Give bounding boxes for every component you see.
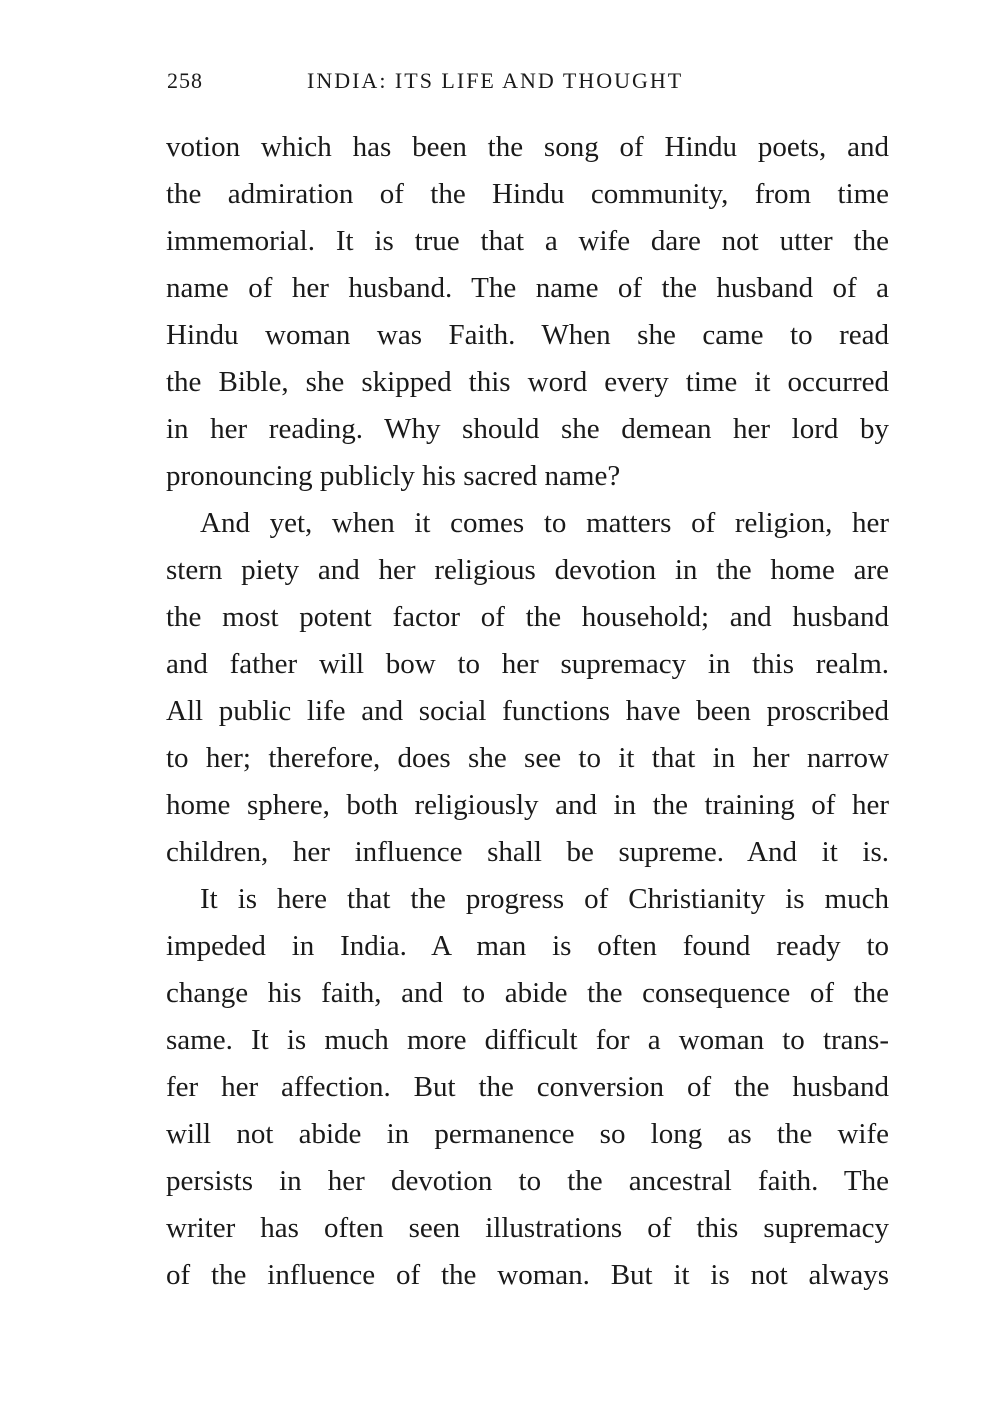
- running-head: [167, 68, 889, 102]
- text-line: persists in her devotion to the ancestral faith. The: [166, 1165, 889, 1197]
- text-line: Hindu woman was Faith. When she came to read: [166, 319, 889, 351]
- text-line: the admiration of the Hindu community, from time: [166, 178, 889, 210]
- text-line: fer her affection. But the conversion of the husband: [166, 1071, 889, 1103]
- text-line: impeded in India. A man is often found ready to: [166, 930, 889, 962]
- text-line: And yet, when it comes to matters of religion, her: [200, 507, 889, 539]
- text-line: pronouncing publicly his sacred name?: [166, 460, 621, 492]
- text-line: writer has often seen illustrations of this supremacy: [166, 1212, 889, 1244]
- paragraph-1: [166, 124, 889, 500]
- text-line: home sphere, both religiously and in the training of her: [166, 789, 889, 821]
- text-line: votion which has been the song of Hindu poets, and: [166, 131, 889, 163]
- text-line: of the influence of the woman. But it is not always: [166, 1259, 889, 1291]
- text-line: stern piety and her religious devotion in the home are: [166, 554, 889, 586]
- text-line: change his faith, and to abide the consequence of the: [166, 977, 889, 1009]
- paragraph-3: [166, 876, 889, 1299]
- text-line: immemorial. It is true that a wife dare not utter the: [166, 225, 889, 257]
- text-line: will not abide in permanence so long as the wife: [166, 1118, 889, 1150]
- text-line: the Bible, she skipped this word every time it occurred: [166, 366, 889, 398]
- running-title: INDIA: ITS LIFE AND THOUGHT: [307, 68, 684, 93]
- text-line: children, her influence shall be supreme. And it is.: [166, 836, 889, 868]
- body-text: [166, 124, 889, 1299]
- text-line: It is here that the progress of Christianity is much: [200, 883, 889, 915]
- text-line: to her; therefore, does she see to it that in her narrow: [166, 742, 889, 774]
- text-line: All public life and social functions have been proscribed: [166, 695, 889, 727]
- text-line: name of her husband. The name of the husband of a: [166, 272, 889, 304]
- paragraph-2: [166, 500, 889, 876]
- text-line: in her reading. Why should she demean her lord by: [166, 413, 889, 445]
- text-line: and father will bow to her supremacy in this realm.: [166, 648, 889, 680]
- page-number: 258: [167, 68, 203, 93]
- text-line: same. It is much more difficult for a woman to trans-: [166, 1024, 889, 1056]
- text-line: the most potent factor of the household; and husband: [166, 601, 889, 633]
